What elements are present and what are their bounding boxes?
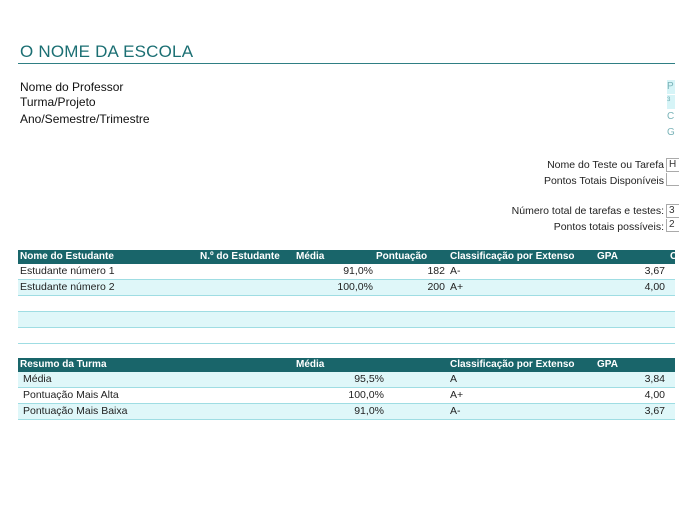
header-summary-gpa[interactable]: GPA [597,359,618,370]
header-student-number[interactable]: N.º do Estudante [200,251,280,262]
teacher-label: Nome do Professor [20,80,124,94]
class-label: Turma/Projeto [20,95,96,109]
summary-label: Pontuação Mais Baixa [23,405,128,417]
test-points-field[interactable] [666,173,679,186]
header-cut[interactable]: C [670,251,678,262]
table-row[interactable] [18,328,675,344]
header-student-name[interactable]: Nome do Estudante [20,251,114,262]
table-row[interactable] [18,372,675,388]
summary-gpa: 4,00 [644,389,665,401]
header-summary-average[interactable]: Média [296,359,325,370]
possible-points-value: 2 [666,219,679,232]
test-points-label: Pontos Totais Disponíveis [543,175,664,187]
students-table [18,250,678,344]
student-gpa[interactable]: 3,67 [644,265,665,277]
student-score[interactable]: 182 [427,265,445,277]
student-grade[interactable]: A- [450,265,461,277]
summary-table-header [18,358,675,372]
student-name[interactable]: Estudante número 2 [20,281,115,293]
summary-grade: A+ [450,389,464,401]
summary-label: Média [23,373,52,385]
year-label: Ano/Semestre/Trimestre [20,112,150,126]
class-value[interactable]: ³ [667,95,675,109]
year-value[interactable]: C [667,111,675,122]
summary-gpa: 3,67 [644,405,665,417]
table-row[interactable] [18,280,675,296]
header-average[interactable]: Média [296,251,325,262]
table-row[interactable] [18,388,675,404]
header-grade-text[interactable]: Classificação por Extenso [450,251,575,262]
school-title: O NOME DA ESCOLA [20,42,194,61]
student-average[interactable]: 91,0% [343,265,373,277]
summary-average: 91,0% [354,405,384,417]
summary-table [18,358,675,420]
table-row[interactable] [18,404,675,420]
extra-value[interactable]: G [667,127,675,138]
test-name-field[interactable]: H [666,158,679,172]
table-row[interactable] [18,296,675,312]
title-divider [18,63,675,64]
student-score[interactable]: 200 [427,281,445,293]
table-row[interactable] [18,312,675,328]
students-table-header [18,250,678,264]
table-row[interactable] [18,264,675,280]
header-gpa[interactable]: GPA [597,251,618,262]
header-summary-grade-text[interactable]: Classificação por Extenso [450,359,575,370]
total-tasks-label: Número total de tarefas e testes: [511,205,664,217]
student-gpa[interactable]: 4,00 [644,281,665,293]
possible-points-label: Pontos totais possíveis: [553,221,664,233]
summary-grade: A- [450,405,461,417]
test-name-label: Nome do Teste ou Tarefa [547,159,664,171]
summary-grade: A [450,373,458,385]
summary-gpa: 3,84 [644,373,665,385]
student-grade[interactable]: A+ [450,281,464,293]
header-class-summary[interactable]: Resumo da Turma [20,359,107,370]
teacher-value[interactable]: P [667,81,674,92]
total-tasks-value: 3 [666,204,679,218]
student-average[interactable]: 100,0% [337,281,373,293]
summary-average: 100,0% [348,389,384,401]
student-name[interactable]: Estudante número 1 [20,265,115,277]
summary-label: Pontuação Mais Alta [23,389,119,401]
summary-average: 95,5% [354,373,384,385]
header-score[interactable]: Pontuação [376,251,428,262]
